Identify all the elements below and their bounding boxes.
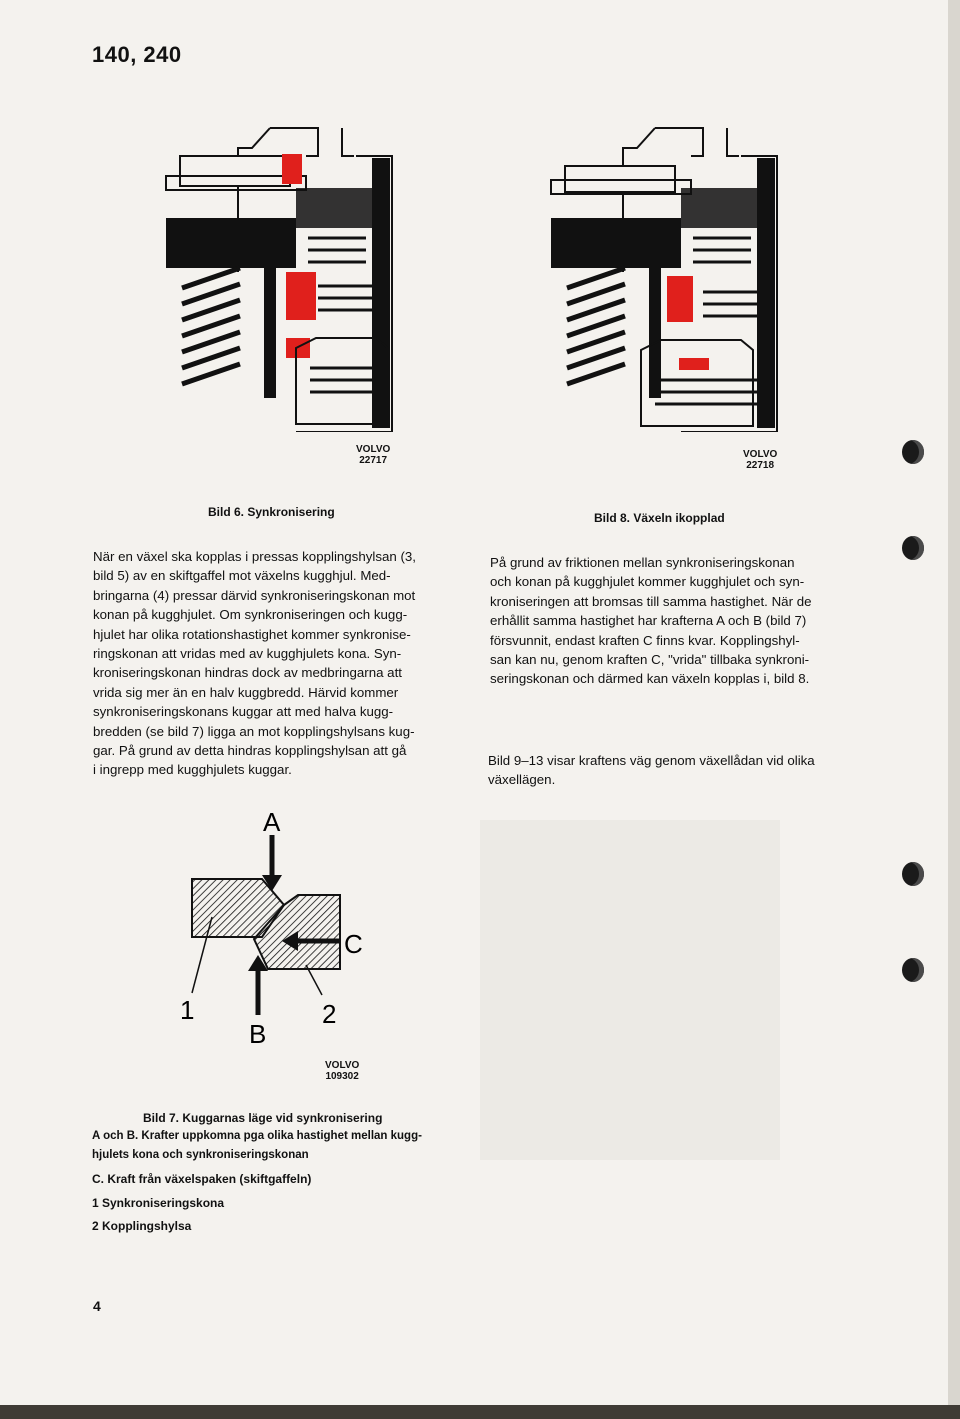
figure-7-caption: Bild 7. Kuggarnas läge vid synkronisering — [143, 1111, 383, 1125]
figure-7-legend — [92, 1168, 462, 1239]
force-a-label: A — [263, 807, 281, 837]
binder-strip — [948, 0, 960, 1405]
paragraph-line: växellägen. — [488, 772, 556, 788]
punch-hole-icon — [902, 536, 924, 560]
figure-8-caption: Bild 8. Växeln ikopplad — [594, 511, 725, 525]
figure-7-legend-ab — [92, 1127, 462, 1165]
legend-line: A och B. Krafter uppkomna pga olika hastighet mellan kugg- — [92, 1130, 422, 1142]
left-paragraph — [93, 547, 463, 780]
paragraph-line: gar. På grund av detta hindras kopplingshylsan att gå — [93, 743, 407, 759]
paragraph-line: försvunnit, endast kraften C finns kvar. Kopplingshyl- — [490, 632, 800, 648]
page-header: 140, 240 — [92, 42, 182, 67]
part-1-label: 1 — [180, 995, 195, 1025]
paragraph-line: i ingrepp med kugghjulets kuggar. — [93, 762, 292, 778]
right-paragraph-2 — [488, 751, 848, 790]
part-2-label: 2 — [322, 999, 337, 1029]
paragraph-line: synkroniseringskonans kuggar att med halva kugg- — [93, 704, 394, 720]
figure-6-synchronizing-diagram — [160, 118, 400, 432]
legend-line: 1 Synkroniseringskona — [92, 1195, 225, 1210]
figure-7-code: VOLVO 109302 — [325, 1060, 360, 1082]
page-bottom-edge — [0, 1405, 960, 1419]
force-c-label: C — [344, 929, 363, 959]
paragraph-line: bredden (se bild 7) ligga an mot kopplingshylsans kug- — [93, 723, 415, 739]
paragraph-line: vrida sig mer än en halv kuggbredd. Härvid kommer — [93, 684, 399, 700]
figure-8-gear-engaged-diagram — [545, 118, 785, 432]
legend-line: C. Kraft från växelspaken (skiftgaffeln) — [92, 1172, 312, 1186]
paragraph-line: konan på kugghjulet. Om synkroniseringen och kugg- — [93, 607, 408, 623]
paragraph-line: bild 5) av en skiftgaffel mot växelns kugghjul. Med- — [93, 568, 391, 584]
paragraph-line: kroniseringen att bromsas till samma hastighet. När de — [490, 593, 812, 609]
paragraph-line: Bild 9–13 visar kraftens väg genom växellådan vid olika — [488, 753, 815, 768]
punch-hole-icon — [902, 958, 924, 982]
paragraph-line: och konan på kugghjulet kommer kugghjulet och syn- — [490, 574, 805, 590]
punch-hole-icon — [902, 862, 924, 886]
page-number: 4 — [93, 1298, 101, 1314]
right-paragraph — [490, 553, 850, 689]
legend-line: 2 Kopplingshylsa — [92, 1219, 192, 1233]
figure-6-code: VOLVO 22717 — [356, 444, 391, 466]
paragraph-line: erhållit samma hastighet har krafterna A och B (bild 7) — [490, 613, 807, 629]
figure-8-code: VOLVO 22718 — [743, 449, 778, 471]
paragraph-line: bringarna (4) pressar därvid synkroniseringskonan mot — [93, 587, 416, 603]
paragraph-line: san kan nu, genom kraften C, "vrida" tillbaka synkroni- — [490, 652, 810, 668]
paragraph-line: När en växel ska kopplas i pressas kopplingshylsan (3, — [93, 549, 416, 564]
punch-hole-icon — [902, 440, 924, 464]
figure-6-caption: Bild 6. Synkronisering — [208, 505, 335, 519]
paragraph-line: kroniseringskonan hindras dock av medbringarna att — [93, 665, 402, 681]
paragraph-line: ringskonan att vridas med av kugghjulets kona. Syn- — [93, 646, 402, 662]
force-b-label: B — [249, 1019, 267, 1049]
paragraph-line: hjulet har olika rotationshastighet kommer synkronise- — [93, 626, 411, 642]
show-through — [480, 820, 780, 1160]
legend-line: hjulets kona och synkroniseringskonan — [92, 1149, 309, 1161]
paragraph-line: seringskonan och därmed kan växeln kopplas i, bild 8. — [490, 671, 810, 687]
paragraph-line: På grund av friktionen mellan synkroniseringskonan — [490, 555, 795, 570]
figure-7-teeth-position-diagram — [170, 805, 380, 1055]
